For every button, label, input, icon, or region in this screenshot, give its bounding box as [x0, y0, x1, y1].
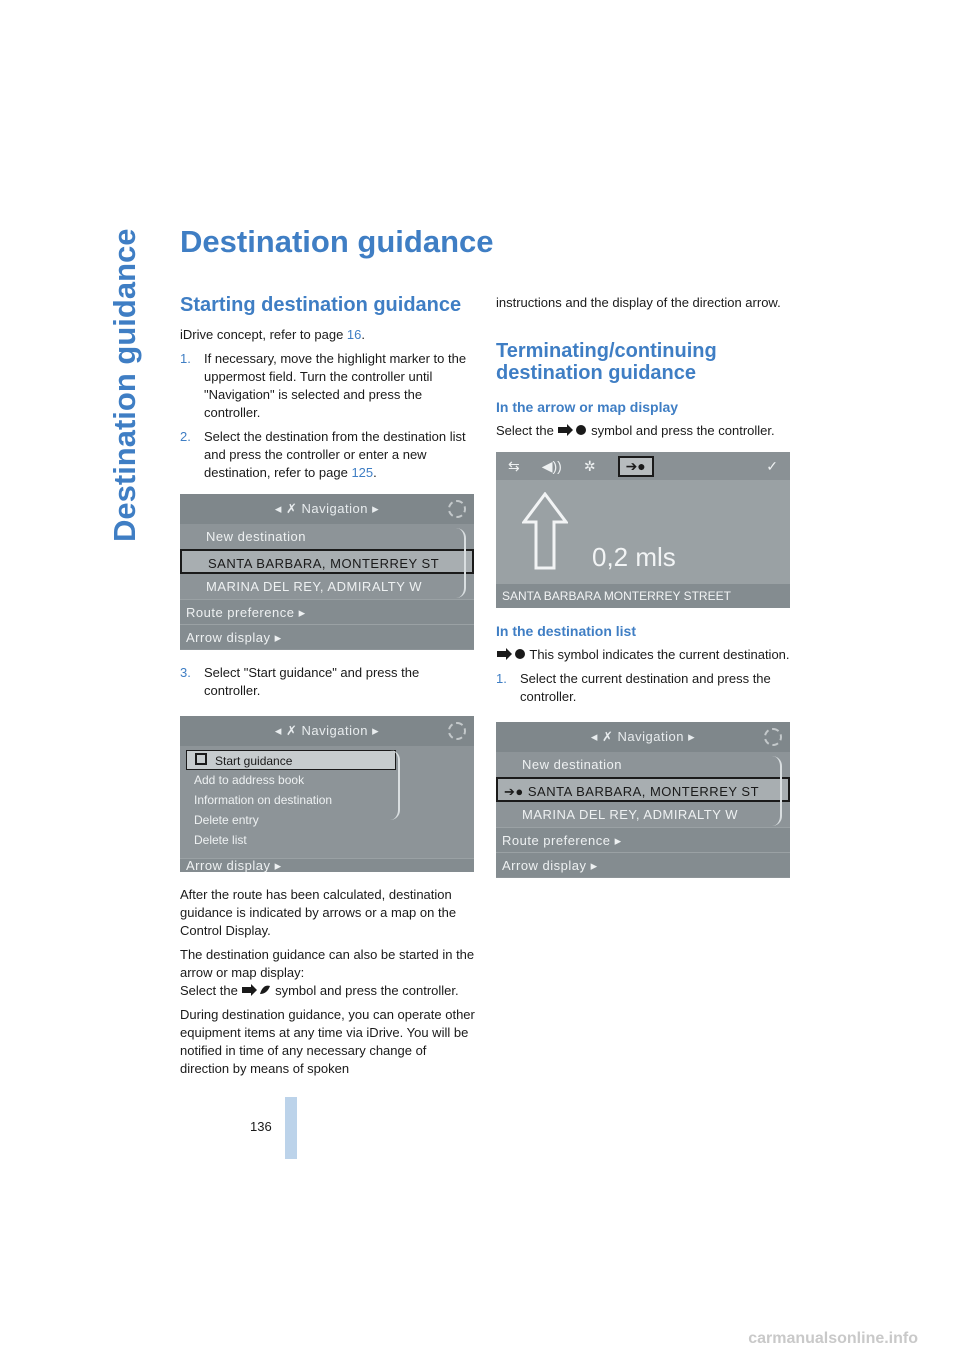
menu-delete-list[interactable]: Delete list: [194, 833, 247, 847]
screen-title: [180, 494, 474, 524]
right-column: [496, 294, 791, 892]
text: iDrive concept, refer to page: [180, 327, 347, 342]
left-column: [180, 294, 475, 1084]
text: This symbol indicates the current destination.: [529, 647, 790, 662]
heading-destination-list: In the destination list: [496, 623, 637, 639]
side-tab: [100, 228, 150, 542]
page-link-16[interactable]: 16: [346, 327, 362, 342]
para-arrow: [496, 422, 791, 440]
settings-icon: [448, 500, 466, 518]
step-2: [180, 428, 475, 482]
text: .: [361, 327, 366, 342]
list-item[interactable]: MARINA DEL REY, ADMIRALTY W: [522, 807, 739, 822]
heading-arrow-display: In the arrow or map display: [496, 399, 679, 415]
page-link-125[interactable]: 125: [351, 465, 374, 480]
navigation-screen-1: [180, 494, 474, 650]
step-number: 1.: [180, 351, 191, 366]
navigation-screen-2: [180, 716, 474, 872]
arrow-display-screen: [496, 452, 790, 608]
menu-information[interactable]: Information on destination: [194, 793, 333, 807]
settings-icon: [764, 728, 782, 746]
text: .: [373, 465, 377, 480]
guidance-symbol-icon: [241, 984, 271, 996]
text: The destination guidance can also be started in the arrow or map display:: [180, 947, 475, 980]
text: symbol and press the controller.: [591, 423, 775, 438]
destination-list: [180, 524, 474, 599]
side-tab-label: Destination guidance: [107, 228, 142, 542]
text: Select the: [180, 983, 238, 998]
step-3: [180, 664, 475, 700]
screen-title: [180, 716, 474, 746]
para-also: [180, 946, 475, 1000]
text: symbol and press the controller.: [275, 983, 459, 998]
settings-icon: [448, 722, 466, 740]
back-icon[interactable]: ⇆: [508, 457, 520, 474]
menu-start-guidance[interactable]: Start guidance: [186, 750, 396, 770]
heading-starting: Starting destination guidance: [180, 294, 462, 316]
list-item-current[interactable]: ➔● SANTA BARBARA, MONTERREY ST: [496, 777, 790, 802]
navigation-screen-4: [496, 722, 790, 878]
guidance-toggle-icon[interactable]: ➔●: [618, 456, 654, 477]
text: Select the: [496, 423, 554, 438]
scrollbar: [390, 750, 400, 820]
speaker-icon[interactable]: ◀)): [541, 457, 562, 474]
step-number: 3.: [180, 665, 191, 680]
check-icon[interactable]: ✓: [766, 457, 778, 474]
steps-list-3: [496, 670, 791, 706]
watermark: carmanualsonline.info: [748, 1330, 918, 1347]
step-text: If necessary, move the highlight marker to the uppermost field. Turn the controller until "Navigation" is selected and press the controller.: [204, 351, 467, 420]
para-list: [496, 646, 791, 664]
menu-add-address[interactable]: Add to address book: [194, 773, 305, 787]
direction-arrow-icon: [522, 492, 568, 570]
guidance-menu: [180, 746, 474, 858]
step-text: Select the destination from the destination list and press the controller or enter a new destination, refer to page: [204, 429, 466, 480]
footer-bar: [285, 1097, 297, 1159]
page-title: Destination guidance: [180, 224, 494, 259]
para-during: During destination guidance, you can operate other equipment items at any time via iDrive. You will be notified in time of any necessary change of direction by means of spoken: [180, 1007, 475, 1076]
destination-list: [496, 752, 790, 827]
menu-arrow-display[interactable]: Arrow display ▸: [180, 858, 474, 872]
steps-list: [180, 350, 475, 482]
para-after: After the route has been calculated, destination guidance is indicated by arrows or a map on the Control Display.: [180, 887, 457, 938]
title-text: ◂ ✗ Navigation ▸: [590, 729, 696, 744]
title-text: ◂ ✗ Navigation ▸: [274, 723, 380, 738]
page-number: 136: [250, 1119, 272, 1134]
step-text: Select the current destination and press the controller.: [520, 671, 771, 704]
guidance-active-icon: [557, 424, 587, 436]
scrollbar: [456, 528, 466, 598]
idrive-ref: [180, 326, 475, 344]
step-text: Select "Start guidance" and press the controller.: [204, 665, 420, 698]
heading-terminating: Terminating/continuing destination guidance: [496, 340, 717, 384]
list-item[interactable]: New destination: [522, 757, 622, 772]
step-1b: [496, 670, 791, 706]
street-name: SANTA BARBARA MONTERREY STREET: [496, 584, 790, 608]
step-number: 2.: [180, 429, 191, 444]
scrollbar: [772, 756, 782, 826]
distance-readout: 0,2 mls: [592, 542, 676, 572]
para-continued: instructions and the display of the direction arrow.: [496, 295, 781, 310]
menu-route-preference[interactable]: Route preference ▸: [496, 827, 790, 852]
current-destination-icon: [496, 648, 526, 660]
menu-arrow-display[interactable]: Arrow display ▸: [180, 624, 474, 649]
step-number: 1.: [496, 671, 507, 686]
steps-list-2: [180, 664, 475, 700]
list-item-highlighted[interactable]: SANTA BARBARA, MONTERREY ST: [180, 549, 474, 574]
list-item[interactable]: New destination: [206, 529, 306, 544]
menu-route-preference[interactable]: Route preference ▸: [180, 599, 474, 624]
title-text: ◂ ✗ Navigation ▸: [274, 501, 380, 516]
step-1: [180, 350, 475, 422]
menu-delete-entry[interactable]: Delete entry: [194, 813, 259, 827]
menu-arrow-display[interactable]: Arrow display ▸: [496, 852, 790, 877]
screen-title: [496, 722, 790, 752]
list-item[interactable]: MARINA DEL REY, ADMIRALTY W: [206, 579, 423, 594]
traffic-icon[interactable]: ✲: [583, 457, 596, 474]
toolbar: [496, 452, 790, 480]
